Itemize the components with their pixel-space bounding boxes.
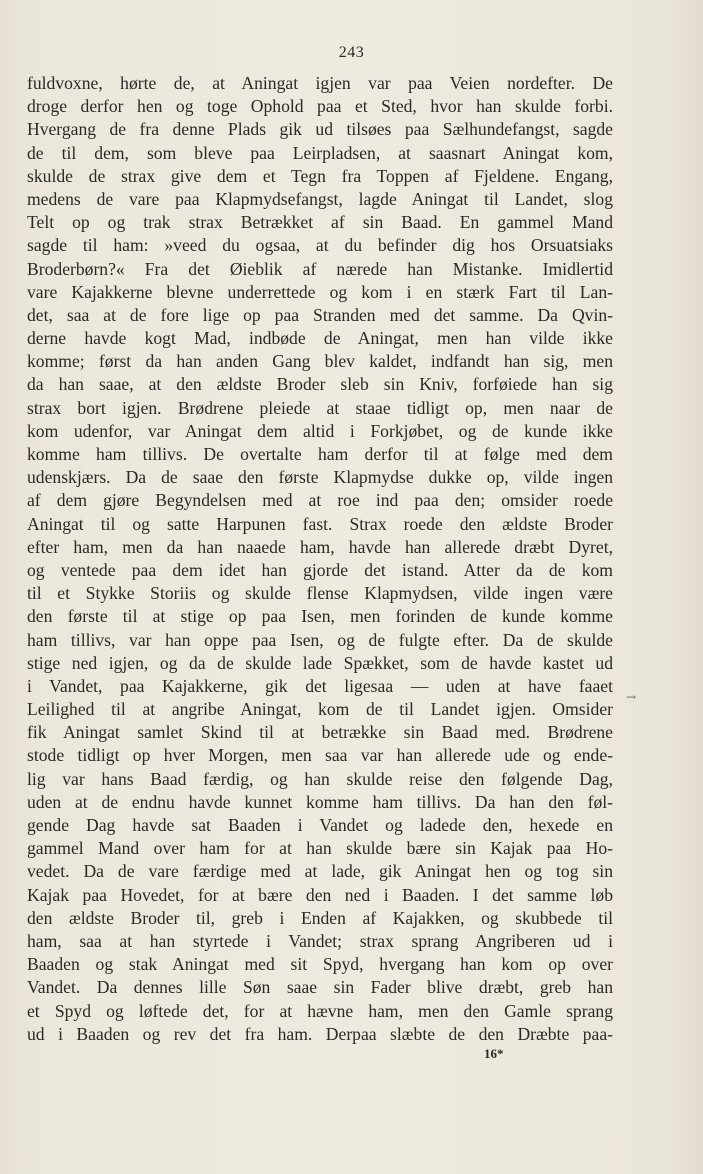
text-line: af dem gjøre Begyndelsen med at roe ind paa den; omsider roede [27, 490, 613, 511]
text-line: komme; først da han anden Gang blev kaldet, indfandt han sig, men [27, 351, 613, 372]
text-line: da han saae, at den ældste Broder sleb sin Kniv, forføiede han sig [27, 374, 613, 395]
text-line: Telt op og trak strax Betrækket af sin Baad. En gammel Mand [27, 212, 613, 233]
text-line: droge derfor hen og toge Ophold paa et Sted, hvor han skulde forbi. [27, 96, 613, 117]
text-line: og ventede paa dem idet han gjorde det istand. Atter da de kom [27, 559, 613, 580]
text-line: Hvergang de fra denne Plads gik ud tilsøes paa Sælhundefangst, sagde [27, 119, 613, 140]
text-line: stige ned igjen, og da de skulde lade Spækket, som de havde kastet ud [27, 652, 613, 673]
text-line: de til dem, som bleve paa Leirpladsen, at saasnart Aningat kom, [27, 142, 613, 163]
text-line: gammel Mand over ham for at han skulde bære sin Kajak paa Ho- [27, 838, 613, 859]
text-line: Broderbørn?« Fra det Øieblik af nærede han Mistanke. Imidlertid [27, 258, 613, 279]
text-line: vedet. Da de vare færdige med at lade, gik Aningat hen og tog sin [27, 861, 613, 882]
margin-arrow-icon: → [626, 690, 637, 704]
text-line: fik Aningat samlet Skind til at betrække sin Baad med. Brødrene [27, 722, 613, 743]
text-line: Aningat til og satte Harpunen fast. Strax roede den ældste Broder [27, 513, 613, 534]
body-text [27, 72, 613, 1046]
text-line: komme ham tillivs. De overtalte ham derfor til at følge med dem [27, 444, 613, 464]
text-line: uden at de endnu havde kunnet komme ham tillivs. Da han den føl- [27, 791, 613, 812]
text-line: den første til at stige op paa Isen, men forinden de kunde komme [27, 606, 613, 627]
text-line: til et Stykke Storiis og skulde flense Klapmydsen, vilde ingen være [27, 583, 613, 604]
text-line: ud i Baaden og rev det fra ham. Derpaa slæbte de den Dræbte paa- [27, 1023, 613, 1044]
text-line: det, saa at de fore lige op paa Stranden med det samme. Da Qvin- [27, 304, 613, 325]
text-line: fuldvoxne, hørte de, at Aningat igjen var paa Veien nordefter. De [27, 73, 613, 93]
text-line: i Vandet, paa Kajakkerne, gik det ligesaa — uden at have faaet [27, 675, 613, 696]
text-line: kom udenfor, var Aningat dem altid i Forkjøbet, og de kunde ikke [27, 420, 613, 441]
text-line: skulde de strax give dem et Tegn fra Toppen af Fjeldene. Engang, [27, 165, 613, 186]
text-line: ham tillivs, var han oppe paa Isen, og de fulgte efter. Da de skulde [27, 629, 613, 650]
page-number: 243 [338, 44, 365, 61]
text-line: strax bort igjen. Brødrene pleiede at staae tidligt op, men naar de [27, 397, 613, 418]
text-line: Vandet. Da dennes lille Søn saae sin Fader blive dræbt, greb han [27, 977, 613, 998]
text-line: Leilighed til at angribe Aningat, kom de til Landet igjen. Omsider [27, 699, 613, 720]
text-line: sagde til ham: »veed du ogsaa, at du befinder dig hos Orsuatsiaks [27, 235, 613, 256]
text-line: et Spyd og løftede det, for at hævne ham, men den Gamle sprang [27, 1000, 613, 1021]
printer-signature: 16* [484, 1046, 504, 1061]
text-line: udenskjærs. Da de saae den første Klapmydse dukke op, vilde ingen [27, 467, 613, 488]
text-line: medens de vare paa Klapmydsefangst, lagde Aningat til Landet, slog [27, 188, 613, 209]
text-line: Kajak paa Hovedet, for at bære den ned i Baaden. I det samme løb [27, 884, 613, 905]
text-line: ham, saa at han styrtede i Vandet; strax sprang Angriberen ud i [27, 930, 613, 951]
text-line: efter ham, men da han naaede ham, havde han allerede dræbt Dyret, [27, 536, 613, 557]
text-line: Baaden og stak Aningat med sit Spyd, hvergang han kom op over [27, 954, 613, 975]
text-line: stode tidligt op hver Morgen, men saa var han allerede ude og ende- [27, 745, 613, 766]
text-line: vare Kajakkerne blevne underrettede og kom i en stærk Fart til Lan- [27, 281, 613, 302]
text-line: lig var hans Baad færdig, og han skulde reise den følgende Dag, [27, 768, 613, 789]
text-line: den ældste Broder til, greb i Enden af Kajakken, og skubbede til [27, 907, 613, 928]
text-line: gende Dag havde sat Baaden i Vandet og ladede den, hexede en [27, 815, 613, 835]
text-line: derne havde kogt Mad, indbøde de Aningat, men han vilde ikke [27, 328, 613, 349]
